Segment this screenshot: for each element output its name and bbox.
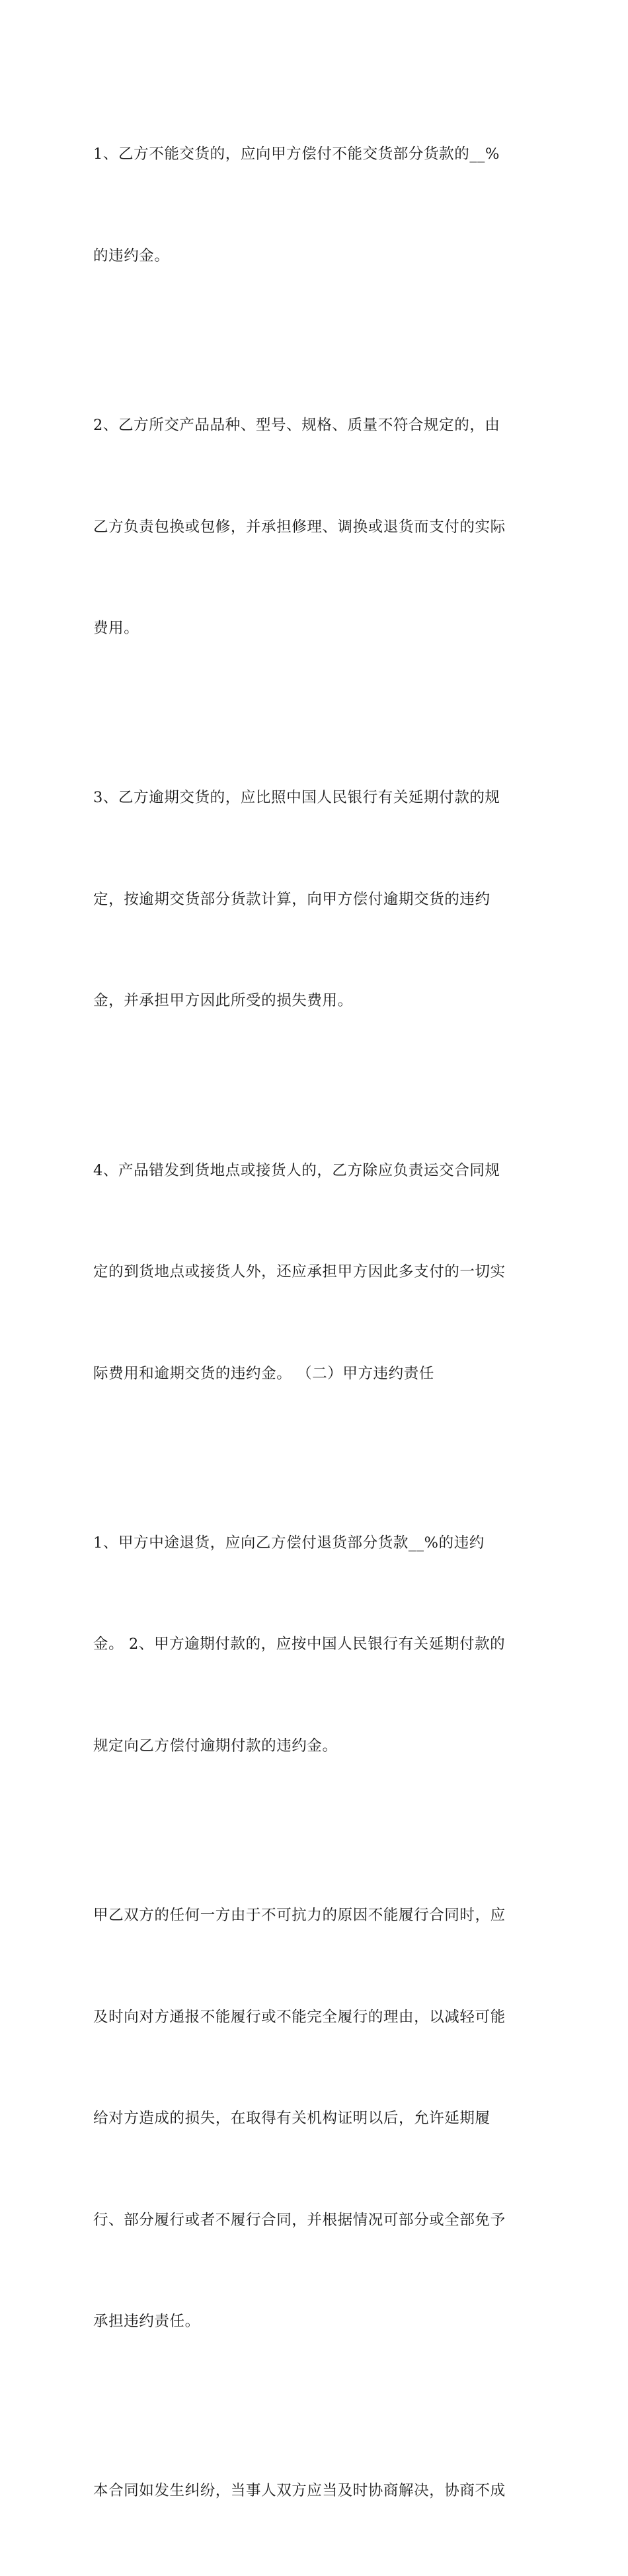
text-line: 给对方造成的损失，在取得有关机构证明以后，允许延期履 — [93, 2110, 491, 2128]
text-line: 金。 2、甲方逾期付款的，应按中国人民银行有关延期付款的 — [93, 1636, 506, 1653]
paragraph-seller-no-delivery — [93, 70, 543, 341]
text-line: 规定向乙方偿付逾期付款的违约金。 — [93, 1737, 338, 1755]
paragraph-force-majeure — [93, 1831, 543, 2407]
text-line: 乙方负责包换或包修，并承担修理、调换或退货而支付的实际 — [93, 518, 506, 536]
text-line: 2、乙方所交产品品种、型号、规格、质量不符合规定的，由 — [93, 417, 500, 435]
text-line: 的违约金。 — [93, 247, 170, 265]
text-line: 1、乙方不能交货的，应向甲方偿付不能交货部分货款的__% — [93, 145, 500, 163]
text-line: 金，并承担甲方因此所受的损失费用。 — [93, 992, 353, 1010]
paragraph-dispute — [93, 2407, 543, 2576]
text-line: 甲乙双方的任何一方由于不可抗力的原因不能履行合同时，应 — [93, 1906, 506, 1924]
text-line: 行、部分履行或者不履行合同，并根据情况可部分或全部免予 — [93, 2211, 506, 2229]
text-line: 及时向对方通报不能履行或不能完全履行的理由，以减轻可能 — [93, 2008, 506, 2026]
text-line: 3、乙方逾期交货的，应比照中国人民银行有关延期付款的规 — [93, 789, 500, 807]
text-line: 本合同如发生纠纷，当事人双方应当及时协商解决，协商不成 — [93, 2482, 506, 2500]
text-line: 定，按逾期交货部分货款计算，向甲方偿付逾期交货的违约 — [93, 890, 491, 908]
text-line: 费用。 — [93, 620, 139, 638]
document-body — [93, 70, 543, 2576]
paragraph-buyer-liability — [93, 1458, 543, 1831]
paragraph-seller-misdelivery — [93, 1086, 543, 1458]
paragraph-seller-late-delivery — [93, 714, 543, 1086]
text-line: 定的到货地点或接货人外，还应承担甲方因此多支付的一切实 — [93, 1263, 506, 1281]
text-line: 承担违约责任。 — [93, 2313, 200, 2331]
text-line: 1、甲方中途退货，应向乙方偿付退货部分货款__%的违约 — [93, 1534, 485, 1552]
text-line: 4、产品错发到货地点或接货人的，乙方除应负责运交合同规 — [93, 1161, 500, 1179]
paragraph-seller-quality — [93, 341, 543, 714]
text-line: 际费用和逾期交货的违约金。 （二）甲方违约责任 — [93, 1364, 434, 1382]
